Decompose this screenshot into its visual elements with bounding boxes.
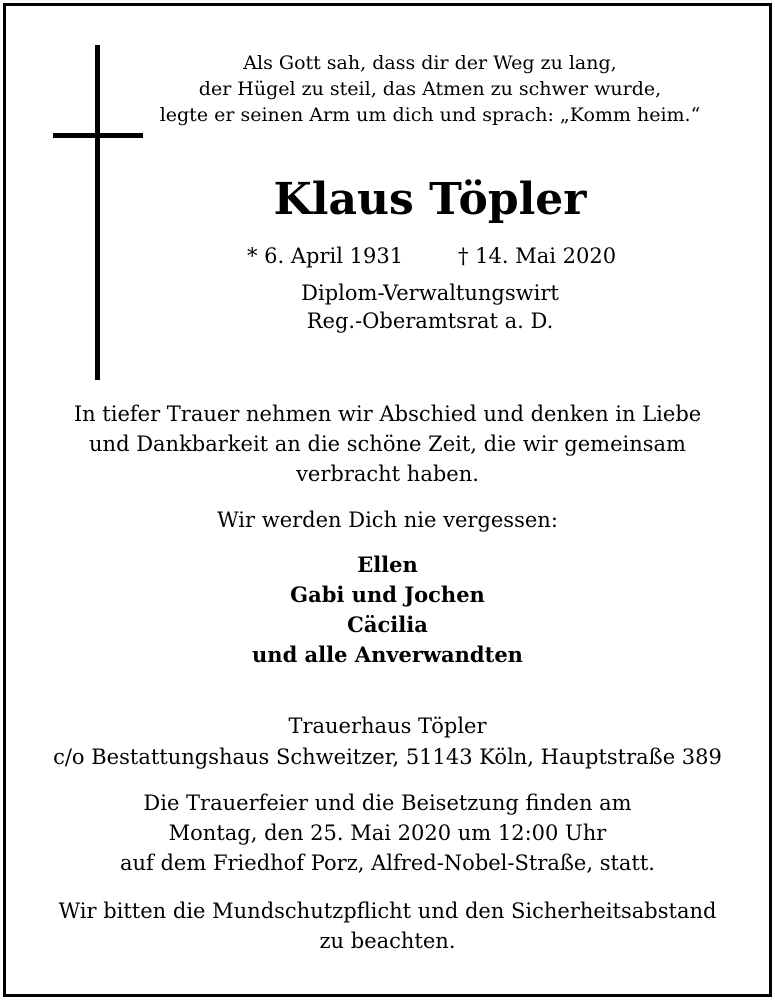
mourning-house-address: c/o Bestattungshaus Schweitzer, 51143 Köln, Hauptstraße 389 bbox=[53, 745, 722, 769]
poem-line: legte er seinen Arm um dich und sprach: „Komm heim.“ bbox=[159, 104, 701, 126]
deceased-name: Klaus Töpler bbox=[273, 174, 587, 225]
poem bbox=[130, 50, 730, 128]
deceased-titles bbox=[130, 279, 730, 335]
ceremony-info bbox=[0, 788, 775, 878]
family-member: Cäcilia bbox=[347, 612, 428, 637]
notice-line: zu beachten. bbox=[319, 929, 456, 953]
mourning-house-name: Trauerhaus Töpler bbox=[288, 714, 487, 738]
ceremony-line: auf dem Friedhof Porz, Alfred-Nobel-Straße, statt. bbox=[120, 851, 655, 875]
deceased-title: Reg.-Oberamtsrat a. D. bbox=[306, 309, 554, 333]
mourning-line: und Dankbarkeit an die schöne Zeit, die wir gemeinsam bbox=[89, 432, 686, 456]
cross-vertical-bar bbox=[95, 45, 100, 380]
farewell-text: Wir werden Dich nie vergessen: bbox=[217, 508, 558, 532]
birth-date: * 6. April 1931 bbox=[247, 244, 404, 268]
poem-line: Als Gott sah, dass dir der Weg zu lang, bbox=[243, 52, 617, 74]
poem-line: der Hügel zu steil, das Atmen zu schwer wurde, bbox=[198, 78, 662, 100]
mourning-line: verbracht haben. bbox=[296, 462, 479, 486]
family-list bbox=[0, 550, 775, 670]
death-date: † 14. Mai 2020 bbox=[458, 244, 617, 268]
mourning-house bbox=[0, 711, 775, 773]
deceased-title: Diplom-Verwaltungswirt bbox=[301, 281, 559, 305]
mourning-text bbox=[0, 399, 775, 489]
mourning-line: In tiefer Trauer nehmen wir Abschied und denken in Liebe bbox=[73, 402, 702, 426]
ceremony-line: Montag, den 25. Mai 2020 um 12:00 Uhr bbox=[168, 821, 607, 845]
ceremony-line: Die Trauerfeier und die Beisetzung finden am bbox=[143, 791, 632, 815]
notice-line: Wir bitten die Mundschutzpflicht und den Sicherheitsabstand bbox=[58, 899, 717, 923]
family-member: Gabi und Jochen bbox=[290, 582, 485, 607]
family-member: Ellen bbox=[357, 552, 418, 577]
safety-notice bbox=[0, 896, 775, 956]
family-member: und alle Anverwandten bbox=[252, 642, 523, 667]
cross-horizontal-bar bbox=[53, 133, 143, 138]
